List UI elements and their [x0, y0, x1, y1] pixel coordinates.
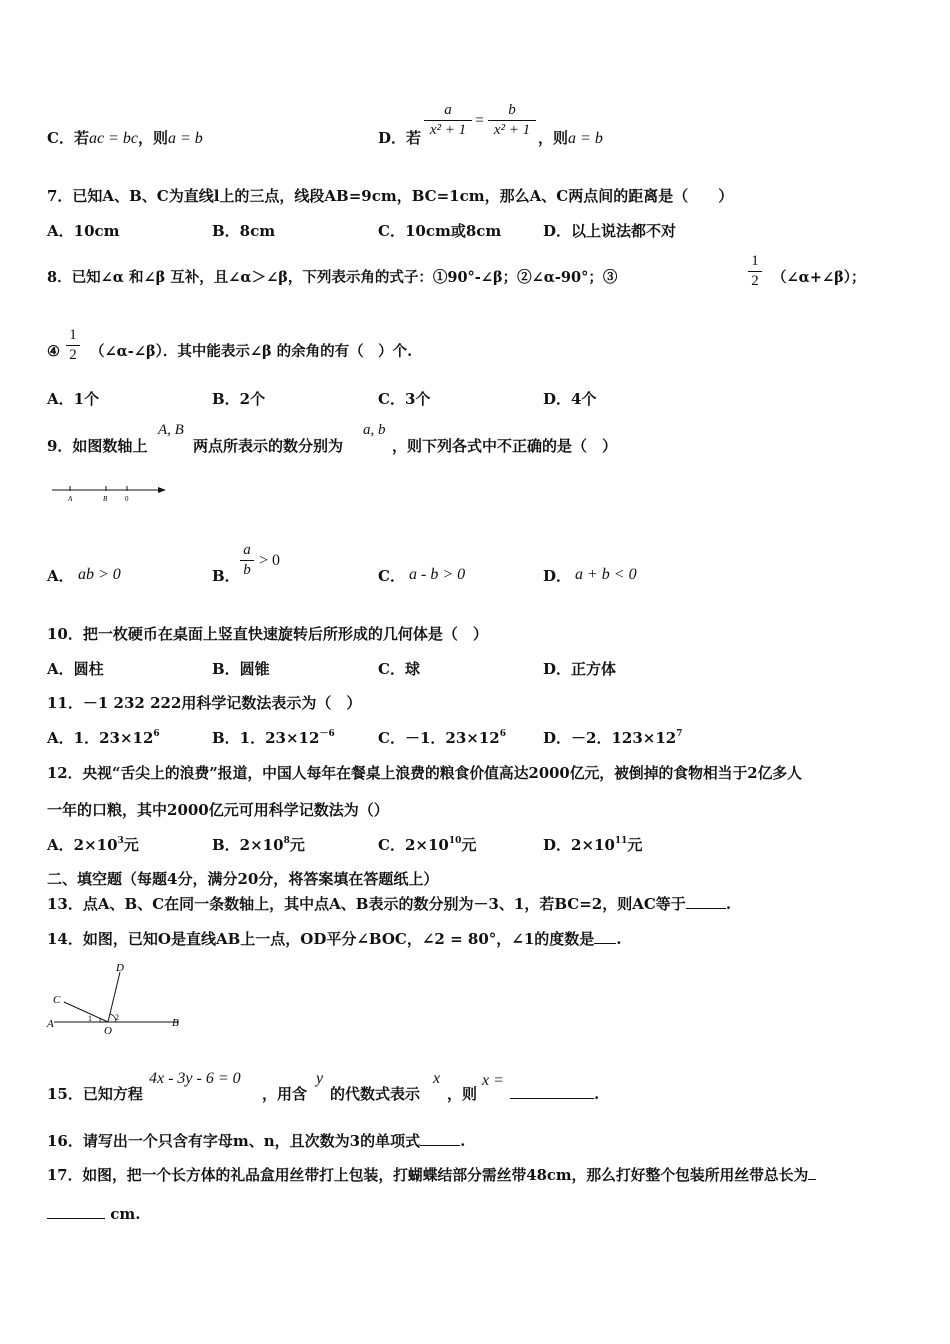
q8-option-d: D．4个 [543, 390, 597, 408]
q15-var-y: y [316, 1070, 324, 1087]
q17-answer-blank[interactable] [47, 1218, 105, 1219]
q13-stem [47, 894, 731, 914]
q9-label-0: 0 [125, 495, 129, 503]
q12-option-c [378, 835, 476, 855]
q12-opt-a-unit: 元 [123, 836, 139, 854]
q6-d-num1: a [444, 102, 452, 118]
q13-end: . [725, 895, 732, 913]
q16-stem-text: 16．请写出一个只含有字母m、n，且次数为3的单项式 [47, 1132, 421, 1150]
q6-d-fraction-1 [424, 102, 472, 139]
q14-label-d: D [116, 962, 124, 974]
q12-option-d [543, 835, 642, 855]
q8-stem-a: 8．已知∠α 和∠β 互补，且∠α＞∠β，下列表示角的式子：①90°-∠β；②∠α-90°；③ [47, 269, 618, 286]
q7-option-c: C．10cm或8cm [378, 222, 502, 240]
q8-half-num: 1 [751, 253, 759, 269]
q14-label-2: 2 [115, 1013, 119, 1022]
q12-opt-c-exp: 10 [448, 836, 462, 846]
q12-opt-b-text: B．2×10 [212, 836, 284, 854]
q11-option-a [47, 728, 160, 748]
q6-c-math: ac = bc [88, 130, 138, 147]
q9-stem-a: 9．如图数轴上 [47, 437, 148, 455]
q16-answer-blank[interactable] [420, 1145, 460, 1146]
q15-stem-a: 15．已知方程 [47, 1085, 143, 1103]
q8-stem-b: （∠α+∠β）； [772, 269, 866, 286]
q12-opt-a-exp: 3 [117, 836, 124, 846]
q6-d-den2: x² + 1 [493, 122, 531, 138]
q8-half2-num: 1 [69, 327, 77, 343]
q11-opt-d-text: D．－2．123×12 [543, 729, 677, 747]
q17-line-2 [47, 1204, 140, 1224]
q14-label-b: B [172, 1017, 179, 1029]
q6-d-eq: = [474, 112, 485, 129]
q11-opt-a-text: A．1．23×12 [47, 729, 154, 747]
q15-lhs: x = [482, 1072, 504, 1089]
q12-option-b [212, 835, 305, 855]
q11-opt-c-exp: 6 [499, 729, 506, 739]
q13-answer-blank[interactable] [686, 908, 726, 909]
q7-option-b: B．8cm [212, 222, 276, 240]
q11-option-c [378, 728, 506, 748]
q9-number-line [50, 480, 170, 504]
q11-opt-c-text: C．－1．23×12 [378, 729, 500, 747]
q12-opt-b-unit: 元 [289, 836, 305, 854]
q11-opt-b-text: B．1．23×12 [212, 729, 320, 747]
q14-stem [47, 929, 622, 949]
q9-opt-a: ab > 0 [78, 566, 121, 583]
q8-half-1 [748, 253, 762, 290]
q9-opt-c-label: C． [378, 567, 405, 585]
q10-option-a: A．圆柱 [47, 660, 104, 678]
q7-option-d: D．以上说法都不对 [543, 222, 677, 240]
q9-opt-b-fraction [240, 542, 254, 579]
q13-stem-text: 13．点A、B、C在同一条数轴上，其中点A、B表示的数分别为－3、1，若BC=2，则AC等于 [47, 895, 686, 913]
q17-answer-blank-start [808, 1179, 816, 1180]
q11-opt-d-exp: 7 [676, 729, 683, 739]
q6-d-mid: ，则 [538, 129, 569, 147]
q9-opt-a-label: A． [47, 567, 74, 585]
q14-label-c: C [53, 994, 61, 1006]
q15-answer-blank[interactable] [510, 1098, 594, 1099]
q8-half-2 [66, 327, 80, 364]
q17-stem [47, 1166, 816, 1186]
q15-stem-d: ，则 [447, 1085, 478, 1103]
q10-option-c: C．球 [378, 660, 420, 678]
q8-half2-den: 2 [69, 347, 77, 363]
q17-stem-text: 17．如图，把一个长方体的礼品盒用丝带打上包装，打蝴蝶结部分需丝带48cm，那么打好整个包装所用丝带总长为 [47, 1167, 809, 1184]
q9-stem-ab: A, B [158, 422, 184, 438]
q6-d-num2: b [508, 102, 516, 118]
q12-opt-a-text: A．2×10 [47, 836, 118, 854]
q9-opt-d: a + b < 0 [575, 566, 637, 583]
q6-d-den1: x² + 1 [429, 122, 467, 138]
q11-stem: 11．－1 232 222用科学记数法表示为（ ） [47, 694, 362, 712]
q9-opt-b-den: b [243, 562, 251, 578]
q8-stem-d: （∠α-∠β）．其中能表示∠β 的余角的有（ ）个. [90, 343, 413, 360]
q7-stem: 7．已知A、B、C为直线l上的三点，线段AB=9cm，BC=1cm，那么A、C两点间的距离是（ ） [47, 187, 734, 205]
q10-option-d: D．正方体 [543, 660, 617, 678]
q6-d-tail [538, 128, 603, 149]
q17-end: cm. [110, 1205, 141, 1223]
q8-option-b: B．2个 [212, 390, 266, 408]
q10-stem: 10．把一枚硬币在桌面上竖直快速旋转后所形成的几何体是（ ） [47, 625, 488, 643]
q6-d-math2: a = b [568, 130, 603, 147]
q9-stem-c: ，则下列各式中不正确的是（ ） [392, 437, 618, 455]
q6-d-fraction-2 [488, 102, 536, 139]
q9-label-a: A [68, 495, 73, 503]
q9-opt-b-label: B． [212, 567, 240, 585]
q7-option-a: A．10cm [47, 222, 120, 240]
q12-opt-b-exp: 8 [283, 836, 290, 846]
q11-opt-b-exp: －6 [319, 729, 335, 739]
q10-option-b: B．圆锥 [212, 660, 270, 678]
q15-stem-b: ，用含 [262, 1085, 308, 1103]
q14-end: . [616, 930, 622, 948]
q14-stem-text: 14．如图，已知O是直线AB上一点，OD平分∠BOC，∠2 = 80°，∠1的度数是 [47, 930, 595, 948]
q6-c-math2: a = b [167, 130, 203, 147]
q12-option-a [47, 835, 139, 855]
q11-option-b [212, 728, 335, 748]
q9-label-b: B [103, 495, 108, 503]
q12-opt-c-unit: 元 [461, 836, 477, 854]
q6-option-c [47, 128, 203, 149]
q15-stem-c: 的代数式表示 [330, 1085, 421, 1103]
q11-opt-a-exp: 6 [153, 729, 160, 739]
q15-answer [510, 1084, 599, 1104]
q15-end: . [594, 1085, 600, 1103]
q14-angle-figure [44, 960, 186, 1036]
q9-opt-b-num: a [243, 542, 251, 558]
q14-label-a: A [47, 1018, 54, 1030]
q14-ray-oc [64, 1002, 108, 1022]
q16-stem [47, 1131, 465, 1151]
q12-opt-d-text: D．2×10 [543, 836, 615, 854]
q8-stem-c: ④ [47, 343, 60, 360]
q12-opt-d-exp: 11 [614, 836, 628, 846]
q8-option-a: A．1个 [47, 390, 100, 408]
q12-stem-1: 12．央视“舌尖上的浪费”报道，中国人每年在餐桌上浪费的粮食价值高达2000亿元，被倒掉的食物相当于2亿多人 [47, 765, 802, 782]
q12-stem-2: 一年的口粮，其中2000亿元可用科学记数法为（） [47, 801, 389, 819]
q11-option-d [543, 728, 682, 748]
q6-c-mid: ，则 [137, 129, 168, 147]
q9-opt-d-label: D． [543, 567, 572, 585]
q15-equation: 4x - 3y - 6 = 0 [149, 1070, 241, 1087]
q16-end: . [460, 1132, 466, 1150]
q12-opt-c-text: C．2×10 [378, 836, 449, 854]
q14-label-o: O [104, 1025, 112, 1036]
q14-label-1: 1 [88, 1014, 92, 1023]
q12-opt-d-unit: 元 [627, 836, 643, 854]
q6-d-label: D．若 [378, 129, 422, 147]
section-2-title: 二、填空题（每题4分，满分20分，将答案填在答题纸上） [47, 870, 439, 888]
q9-opt-b-rest: > 0 [259, 552, 281, 569]
q9-stem-b: 两点所表示的数分别为 [193, 437, 344, 455]
q8-half-den: 2 [751, 273, 759, 289]
q9-opt-c: a - b > 0 [409, 566, 466, 583]
q14-answer-blank[interactable] [594, 943, 616, 944]
q9-stem-vals: a, b [363, 422, 386, 438]
q6-c-label: C．若 [47, 129, 89, 147]
q8-option-c: C．3个 [378, 390, 431, 408]
q15-var-x: x [433, 1070, 441, 1087]
